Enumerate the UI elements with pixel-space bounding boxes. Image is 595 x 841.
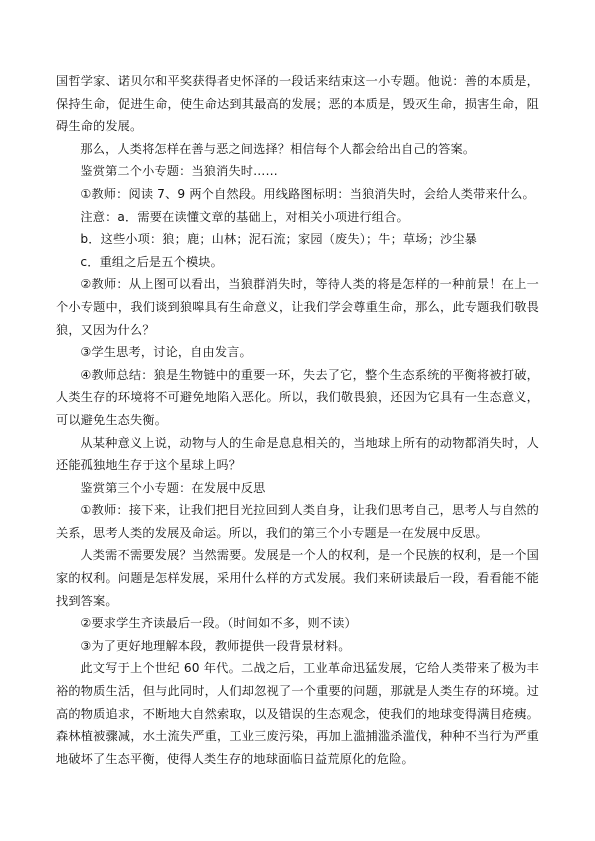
paragraph: ③学生思考，讨论，自由发言。	[80, 345, 252, 360]
paragraph: ③为了更好地理解本段，教师提供一段背景材料。	[80, 638, 351, 653]
paragraph: 人类需不需要发展？当然需要。发展是一个人的权利，是一个民族的权利，是一个国家的权利。问题是怎样发展，采用什么样的方式发展。我们来研读最后一段，看看能不能找到答案。	[56, 548, 539, 608]
paragraph: 注意：a．需要在读懂文章的基础上，对相关小项进行组合。	[80, 209, 409, 224]
paragraph: ②教师：从上图可以看出，当狼群消失时，等待人类的将是怎样的一种前景！在上一个小专题中，我们谈到狼嗥具有生命意义，让我们学会尊重生命，那么，此专题我们敬畏狼，又因为什么？	[56, 277, 539, 337]
paragraph: c．重组之后是五个模块。	[80, 254, 223, 269]
paragraph: 那么，人类将怎样在善与恶之间选择？相信每个人都会给出自己的答案。	[80, 141, 476, 156]
paragraph: b．这些小项：狼；鹿；山林；泥石流；家园（废失）；牛；草场；沙尘暴	[80, 232, 477, 247]
section-heading: 鉴赏第二个小专题：当狼消失时……	[80, 164, 278, 179]
paragraph: 国哲学家、诺贝尔和平奖获得者史怀泽的一段话来结束这一小专题。他说：善的本质是，保持生命，促进生命，使生命达到其最高的发展；恶的本质是，毁灭生命，损害生命，阻碍生命的发展。	[56, 74, 539, 134]
paragraph: ④教师总结：狼是生物链中的重要一环，失去了它，整个生态系统的平衡将被打破，人类生存的环境将不可避免地陷入恶化。所以，我们敬畏狼，还因为它具有一生态意义，可以避免生态失衡。	[56, 367, 539, 427]
paragraph: ①教师：接下来，让我们把目光拉回到人类自身，让我们思考自己，思考人与自然的关系，思考人类的发展及命运。所以，我们的第三个小专题是一在发展中反思。	[56, 503, 539, 540]
section-heading: 鉴赏第三个小专题：在发展中反思	[80, 480, 266, 495]
document-body	[56, 70, 539, 770]
paragraph: 从某种意义上说，动物与人的生命是息息相关的，当地球上所有的动物都消失时，人还能孤独地生存于这个星球上吗？	[56, 435, 539, 473]
paragraph: ②要求学生齐读最后一段。（时间如不多，则不读）	[80, 616, 357, 631]
paragraph: 此文写于上个世纪 60 年代。二战之后，工业革命迅猛发展，它给人类带来了极为丰裕的物质生活，但与此同时，人们却忽视了一个重要的问题，那就是人类生存的环境。过高的物质追求，不断地大自然索取，以及错误的生态观念，使我们的地球变得满目疮痍。森林植被骤减，水土流失严重，工业三废污染，再加上滥捕滥杀滥伐，种种不当行为严重地破坏了生态平衡，使得人类生存的地球面临日益荒原化的危险。	[56, 661, 539, 766]
paragraph: ①教师：阅读 7、9 两个自然段。用线路图标明：当狼消失时，会给人类带来什么。	[80, 186, 535, 201]
